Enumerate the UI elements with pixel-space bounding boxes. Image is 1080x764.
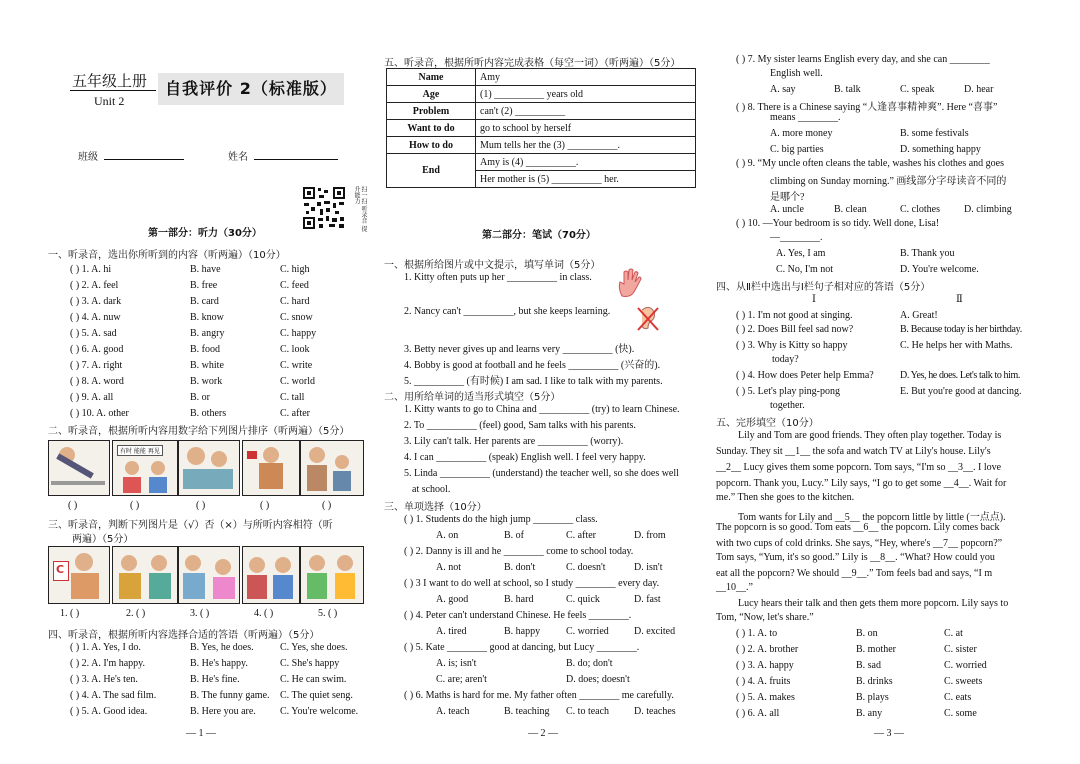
list-item: ( ) 10. A. other — [70, 408, 129, 419]
page-number: — 2 — — [528, 728, 558, 739]
list-item: ( ) 4. A. fruits — [736, 676, 791, 687]
picture-5 — [300, 546, 364, 604]
raised-hand-icon — [616, 268, 644, 298]
option[interactable]: B. some festivals — [900, 128, 969, 139]
option[interactable]: A. not — [436, 562, 461, 573]
option[interactable]: D. from — [634, 530, 666, 541]
option[interactable]: B. mother — [856, 644, 896, 655]
question: ( ) 6. Maths is hard for me. My father often ________ me carefully. — [404, 690, 674, 701]
option[interactable]: D. does; doesn't — [566, 674, 630, 685]
list-item: ( ) 3. A. happy — [736, 660, 794, 671]
list-item: 3. Betty never gives up and learns very __________ (快). — [404, 344, 635, 355]
option[interactable]: D. something happy — [900, 144, 981, 155]
option[interactable]: B. do; don't — [566, 658, 613, 669]
cloze-title: 五、完形填空（10分） — [716, 418, 819, 429]
list-item: ( ) 8. A. word — [70, 376, 124, 387]
option[interactable]: A. Yes, I am — [776, 248, 826, 259]
option: C. You're welcome. — [280, 706, 359, 717]
list-item: ( ) 2. A. brother — [736, 644, 799, 655]
part1-title: 第一部分：听力（30分） — [148, 228, 262, 239]
list-item: ( ) 3. A. dark — [70, 296, 122, 307]
option[interactable]: B. talk — [834, 84, 861, 95]
picture-4 — [242, 546, 300, 604]
option[interactable]: B. don't — [504, 562, 536, 573]
grade-label: 五年级上册 — [72, 72, 148, 90]
option: D. Yes, he does. Let's talk to him. — [900, 370, 1021, 381]
option: B. Because today is her birthday. — [900, 324, 1022, 335]
option[interactable]: D. fast — [634, 594, 661, 605]
option[interactable]: C. eats — [944, 692, 972, 703]
option: C. feed — [280, 280, 309, 291]
list-item: ( ) 2. A. feel — [70, 280, 119, 291]
option: B. He's fine. — [190, 674, 240, 685]
option[interactable]: C. at — [944, 628, 963, 639]
option: C. She's happy — [280, 658, 340, 669]
question: ( ) 2. Danny is ill and he ________ come to school today. — [404, 546, 634, 557]
list-item: ( ) 2. Does Bill feel sad now? — [736, 324, 854, 335]
write-s3-title: 三、单项选择（10分） — [384, 502, 487, 513]
option[interactable]: A. uncle — [770, 204, 804, 215]
grade-underline — [70, 90, 156, 91]
answer-bracket[interactable]: ( ) — [196, 500, 206, 511]
class-field[interactable] — [104, 148, 184, 160]
option[interactable]: C. quick — [566, 594, 600, 605]
list-item: 3. Lily can't talk. Her parents are __________ (worry). — [404, 436, 624, 447]
option: C. snow — [280, 312, 313, 323]
column-header-ii: Ⅱ — [956, 294, 963, 305]
option: B. work — [190, 376, 223, 387]
question-cont: English well. — [770, 68, 823, 79]
option: B. Yes, he does. — [190, 642, 254, 653]
list-item: 5. Linda __________ (understand) the teacher well, so she does well — [404, 468, 679, 479]
answer-bracket[interactable]: ( ) — [130, 500, 140, 511]
option: B. food — [190, 344, 220, 355]
option[interactable]: C. to teach — [566, 706, 610, 717]
option[interactable]: C. sister — [944, 644, 977, 655]
option: B. angry — [190, 328, 225, 339]
option[interactable]: B. clean — [834, 204, 867, 215]
option: C. tall — [280, 392, 305, 403]
list-item: ( ) 2. A. I'm happy. — [70, 658, 146, 669]
write-s1-title: 一、根据所给图片或中文提示，填写单词（5分） — [384, 260, 601, 271]
option[interactable]: D. You're welcome. — [900, 264, 979, 275]
option: B. have — [190, 264, 221, 275]
option: E. But you're good at dancing. — [900, 386, 1022, 397]
option[interactable]: C. after — [566, 530, 596, 541]
option[interactable]: A. more money — [770, 128, 833, 139]
option: C. look — [280, 344, 310, 355]
list-item: 4. I can __________ (speak) English well. I feel very happy. — [404, 452, 646, 463]
option[interactable]: A. is; isn't — [436, 658, 477, 669]
option[interactable]: C. speak — [900, 84, 935, 95]
question: ( ) 10. —Your bedroom is so tidy. Well done, Lisa! — [736, 218, 940, 229]
option[interactable]: B. plays — [856, 692, 889, 703]
list-item: ( ) 3. Why is Kitty so happy — [736, 340, 848, 351]
option[interactable]: A. teach — [436, 706, 470, 717]
question: ( ) 1. Students do the high jump ________ class. — [404, 514, 598, 525]
option: B. white — [190, 360, 224, 371]
listen-s3-title: 三、听录音，判断下列图片是（√）否（×）与所听内容相符（听 — [48, 520, 333, 531]
option[interactable]: D. climbing — [964, 204, 1012, 215]
write-s2-title: 二、用所给单词的适当形式填空（5分） — [384, 392, 561, 403]
option[interactable]: B. hard — [504, 594, 534, 605]
part2-title: 第二部分：笔试（70分） — [482, 230, 596, 241]
option: B. He's happy. — [190, 658, 248, 669]
option[interactable]: A. on — [436, 530, 459, 541]
option[interactable]: D. teaches — [634, 706, 676, 717]
list-item: ( ) 9. A. all — [70, 392, 114, 403]
question-cont: climbing on Sunday morning.” 画线部分字母读音不同的 — [770, 176, 1007, 187]
option: C. hard — [280, 296, 310, 307]
option[interactable]: B. Thank you — [900, 248, 955, 259]
list-item: ( ) 4. A. nuw — [70, 312, 121, 323]
option: C. world — [280, 376, 315, 387]
unit-label: Unit 2 — [94, 94, 125, 108]
option[interactable]: B. teaching — [504, 706, 550, 717]
class-label: 班级 — [78, 152, 98, 163]
page-number: — 1 — — [186, 728, 216, 739]
picture-1: C — [48, 546, 110, 604]
option: C. He helps her with Maths. — [900, 340, 1013, 351]
list-item: ( ) 5. A. makes — [736, 692, 795, 703]
table-row: Name Amy — [387, 69, 696, 86]
option: C. The quiet seng. — [280, 690, 353, 701]
answer-bracket[interactable]: 3. ( ) — [190, 608, 210, 619]
option: C. He can swim. — [280, 674, 347, 685]
list-item: 1. Kitty wants to go to China and __________ (try) to learn Chinese. — [404, 404, 680, 415]
ear-icon — [636, 306, 660, 332]
picture-1 — [48, 440, 110, 496]
option: B. card — [190, 296, 219, 307]
option: C. write — [280, 360, 313, 371]
listen-s5-title: 五、听录音，根据所听内容完成表格（每空一词）（听两遍）（5分） — [384, 58, 681, 69]
list-item-cont: together. — [770, 400, 805, 411]
question-cont: means ________. — [770, 112, 841, 123]
list-item: at school. — [412, 484, 451, 495]
list-item: ( ) 1. A. hi — [70, 264, 112, 275]
listen-s1-title: 一、听录音，选出你所听到的内容（听两遍）（10分） — [48, 250, 286, 261]
table-row: Her mother is (5) __________ her. — [387, 171, 696, 188]
option[interactable]: C. sweets — [944, 676, 983, 687]
answer-bracket[interactable]: 4. ( ) — [254, 608, 274, 619]
table-row: Problem can't (2) __________ — [387, 103, 696, 120]
option[interactable]: A. say — [770, 84, 796, 95]
listen-s4-title: 四、听录音，根据所听内容选择合适的答语（听两遍）（5分） — [48, 630, 320, 641]
option: C. high — [280, 264, 310, 275]
name-field[interactable] — [254, 148, 338, 160]
option[interactable]: C. clothes — [900, 204, 940, 215]
picture-2: 有时 能能 再见 — [112, 440, 178, 496]
column-header-i: Ⅰ — [812, 294, 816, 305]
option[interactable]: B. of — [504, 530, 524, 541]
question: ( ) 7. My sister learns English every day, and she can ________ — [736, 54, 990, 65]
option[interactable]: D. isn't — [634, 562, 663, 573]
option[interactable]: D. excited — [634, 626, 676, 637]
qr-caption: 扫一扫 听录音 提升能力 — [353, 186, 367, 232]
answer-bracket[interactable]: ( ) — [68, 500, 78, 511]
option: A. Great! — [900, 310, 938, 321]
list-item: 2. To __________ (feel) good, Sam talks with his parents. — [404, 420, 636, 431]
list-item: ( ) 1. I'm not good at singing. — [736, 310, 853, 321]
option[interactable]: A. tired — [436, 626, 467, 637]
list-item: ( ) 3. A. He's ten. — [70, 674, 138, 685]
question: ( ) 4. Peter can't understand Chinese. He feels ________. — [404, 610, 632, 621]
picture-3 — [178, 440, 240, 496]
option[interactable]: C. worried — [566, 626, 609, 637]
listen-s3-title-2: 两遍）（5分） — [72, 534, 134, 545]
list-item: 1. Kitty often puts up her __________ in class. — [404, 272, 592, 283]
page-number: — 3 — — [874, 728, 904, 739]
option: C. Yes, she does. — [280, 642, 348, 653]
list-item: 5. __________ (有时候) I am sad. I like to talk with my parents. — [404, 376, 663, 387]
option: B. The funny game. — [190, 690, 270, 701]
option: B. free — [190, 280, 218, 291]
question: ( ) 5. Kate ________ good at dancing, but Lucy ________. — [404, 642, 640, 653]
list-item: ( ) 1. A. to — [736, 628, 778, 639]
answer-bracket[interactable]: ( ) — [260, 500, 270, 511]
option[interactable]: B. sad — [856, 660, 881, 671]
question: ( ) 3 I want to do well at school, so I study ________ every day. — [404, 578, 660, 589]
option: C. after — [280, 408, 310, 419]
list-item-cont: today? — [772, 354, 799, 365]
table-row: Age (1) __________ years old — [387, 86, 696, 103]
qr-code-icon — [302, 186, 346, 230]
option: C. happy — [280, 328, 317, 339]
picture-5 — [300, 440, 364, 496]
list-item: ( ) 6. A. good — [70, 344, 124, 355]
write-s4-title: 四、从Ⅱ栏中选出与Ⅰ栏句子相对应的答语（5分） — [716, 282, 931, 293]
question: ( ) 9. “My uncle often cleans the table, washes his clothes and goes — [736, 158, 1004, 169]
list-item: ( ) 7. A. right — [70, 360, 123, 371]
option[interactable]: B. drinks — [856, 676, 893, 687]
list-item: 2. Nancy can't __________, but she keeps learning. — [404, 306, 611, 317]
question-cont: —________. — [770, 232, 823, 243]
option[interactable]: C. worried — [944, 660, 987, 671]
option: B. Here you are. — [190, 706, 256, 717]
page-title: 自我评价 2（标准版） — [158, 73, 344, 105]
list-item: ( ) 6. A. all — [736, 708, 780, 719]
option[interactable]: C. some — [944, 708, 977, 719]
picture-4 — [242, 440, 300, 496]
list-item: ( ) 1. A. Yes, I do. — [70, 642, 141, 653]
question: ( ) 8. There is a Chinese saying “人逢喜事精神爽”. Here “喜事” — [736, 102, 998, 113]
option[interactable]: D. hear — [964, 84, 994, 95]
list-item: ( ) 4. How does Peter help Emma? — [736, 370, 874, 381]
listen-s2-title: 二、听录音，根据所听内容用数字给下列图片排序（听两遍）（5分） — [48, 426, 350, 437]
option[interactable]: C. No, I'm not — [776, 264, 834, 275]
option[interactable]: B. happy — [504, 626, 541, 637]
info-table — [386, 68, 696, 188]
name-label: 姓名 — [228, 152, 248, 163]
option[interactable]: C. doesn't — [566, 562, 606, 573]
option[interactable]: C. are; aren't — [436, 674, 487, 685]
table-row: End Amy is (4) __________. — [387, 154, 696, 171]
picture-3 — [178, 546, 240, 604]
list-item: 4. Bobby is good at football and he feels __________ (兴奋的). — [404, 360, 661, 371]
option[interactable]: B. any — [856, 708, 883, 719]
answer-bracket[interactable]: 1. ( ) — [60, 608, 80, 619]
list-item: ( ) 5. A. sad — [70, 328, 117, 339]
option[interactable]: B. on — [856, 628, 878, 639]
table-row: Want to do go to school by herself — [387, 120, 696, 137]
list-item: ( ) 5. A. Good idea. — [70, 706, 148, 717]
option[interactable]: C. big parties — [770, 144, 824, 155]
answer-bracket[interactable]: 2. ( ) — [126, 608, 146, 619]
answer-bracket[interactable]: ( ) — [322, 500, 332, 511]
question-cont: 是哪个? — [770, 192, 805, 203]
option: B. or — [190, 392, 210, 403]
option: B. others — [190, 408, 227, 419]
answer-bracket[interactable]: 5. ( ) — [318, 608, 338, 619]
option[interactable]: A. good — [436, 594, 469, 605]
table-row: How to do Mum tells her the (3) __________. — [387, 137, 696, 154]
list-item: ( ) 4. A. The sad film. — [70, 690, 157, 701]
option: B. know — [190, 312, 224, 323]
picture-2 — [112, 546, 178, 604]
list-item: ( ) 5. Let's play ping-pong — [736, 386, 841, 397]
